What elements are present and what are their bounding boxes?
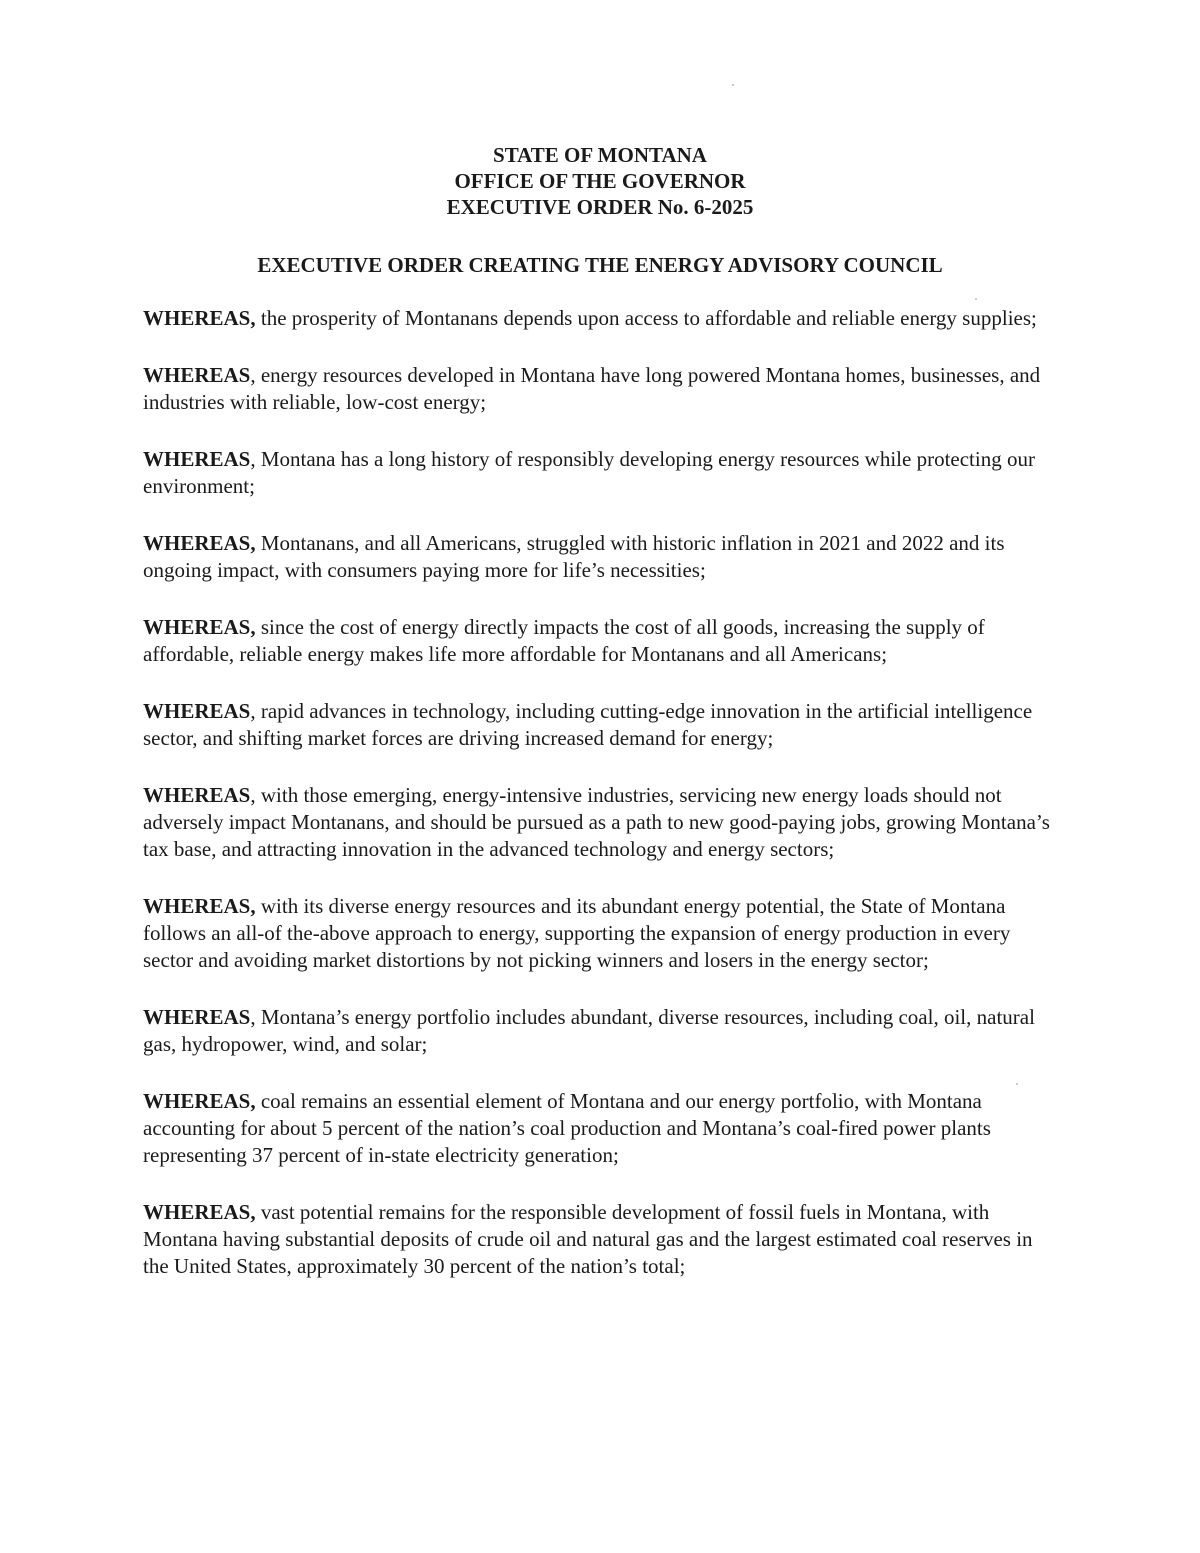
clause-keyword: WHEREAS [143,1005,251,1029]
clause-11 [143,1199,1063,1280]
clause-7 [143,782,1063,863]
clause-text: , with those emerging, energy-intensive industries, servicing new energy loads should not adversely impact Montanans, and should be pursued as a path to new good-paying jobs, growing Montana’s tax base, and attracting innovation in the advanced technology and energy sectors; [143,783,1050,861]
clause-keyword: WHEREAS, [143,894,256,918]
clause-8 [143,893,1063,974]
clause-text: , rapid advances in technology, including cutting-edge innovation in the artificial intelligence sector, and shifting market forces are driving increased demand for energy; [143,699,1033,750]
clause-9 [143,1004,1063,1058]
document-header [0,142,1200,220]
clause-keyword: WHEREAS, [143,531,256,555]
clause-3 [143,446,1063,500]
clause-1 [143,305,1063,332]
whereas-clauses [143,305,1063,1310]
scan-speck [975,298,977,300]
clause-text: , Montana’s energy portfolio includes abundant, diverse resources, including coal, oil, natural gas, hydropower, wind, and solar; [143,1005,1035,1056]
clause-10 [143,1088,1063,1169]
clause-keyword: WHEREAS, [143,615,256,639]
clause-2 [143,362,1063,416]
clause-keyword: WHEREAS [143,699,251,723]
clause-text: Montanans, and all Americans, struggled with historic inflation in 2021 and 2022 and its ongoing impact, with consumers paying more for life’s necessities; [143,531,1005,582]
clause-keyword: WHEREAS [143,447,251,471]
header-state: STATE OF MONTANA [493,143,707,167]
clause-4 [143,530,1063,584]
scan-speck [1016,1083,1018,1085]
clause-keyword: WHEREAS, [143,306,256,330]
order-title: EXECUTIVE ORDER CREATING THE ENERGY ADVISORY COUNCIL [257,253,943,277]
scan-speck [732,84,734,86]
clause-text: , Montana has a long history of responsibly developing energy resources while protecting our environment; [143,447,1035,498]
clause-keyword: WHEREAS, [143,1200,256,1224]
clause-text: with its diverse energy resources and its abundant energy potential, the State of Montana follows an all-of the-above approach to energy, supporting the expansion of energy production in every sector and avoiding market distortions by not picking winners and losers in the energy sector; [143,894,1011,972]
clause-text: , energy resources developed in Montana have long powered Montana homes, businesses, and industries with reliable, low-cost energy; [143,363,1041,414]
clause-5 [143,614,1063,668]
clause-keyword: WHEREAS, [143,1089,256,1113]
clause-text: vast potential remains for the responsible development of fossil fuels in Montana, with Montana having substantial deposits of crude oil and natural gas and the largest estimated coal reserves in the United States, approximately 30 percent of the nation’s total; [143,1200,1033,1278]
clause-6 [143,698,1063,752]
clause-text: coal remains an essential element of Montana and our energy portfolio, with Montana accounting for about 5 percent of the nation’s coal production and Montana’s coal-fired power plants representing 37 percent of in-state electricity generation; [143,1089,991,1167]
clause-text: the prosperity of Montanans depends upon access to affordable and reliable energy supplies; [255,306,1037,330]
clause-keyword: WHEREAS [143,363,251,387]
clause-keyword: WHEREAS [143,783,251,807]
clause-text: since the cost of energy directly impacts the cost of all goods, increasing the supply of affordable, reliable energy makes life more affordable for Montanans and all Americans; [143,615,985,666]
header-office: OFFICE OF THE GOVERNOR [454,169,746,193]
header-order-number: EXECUTIVE ORDER No. 6-2025 [446,195,754,219]
